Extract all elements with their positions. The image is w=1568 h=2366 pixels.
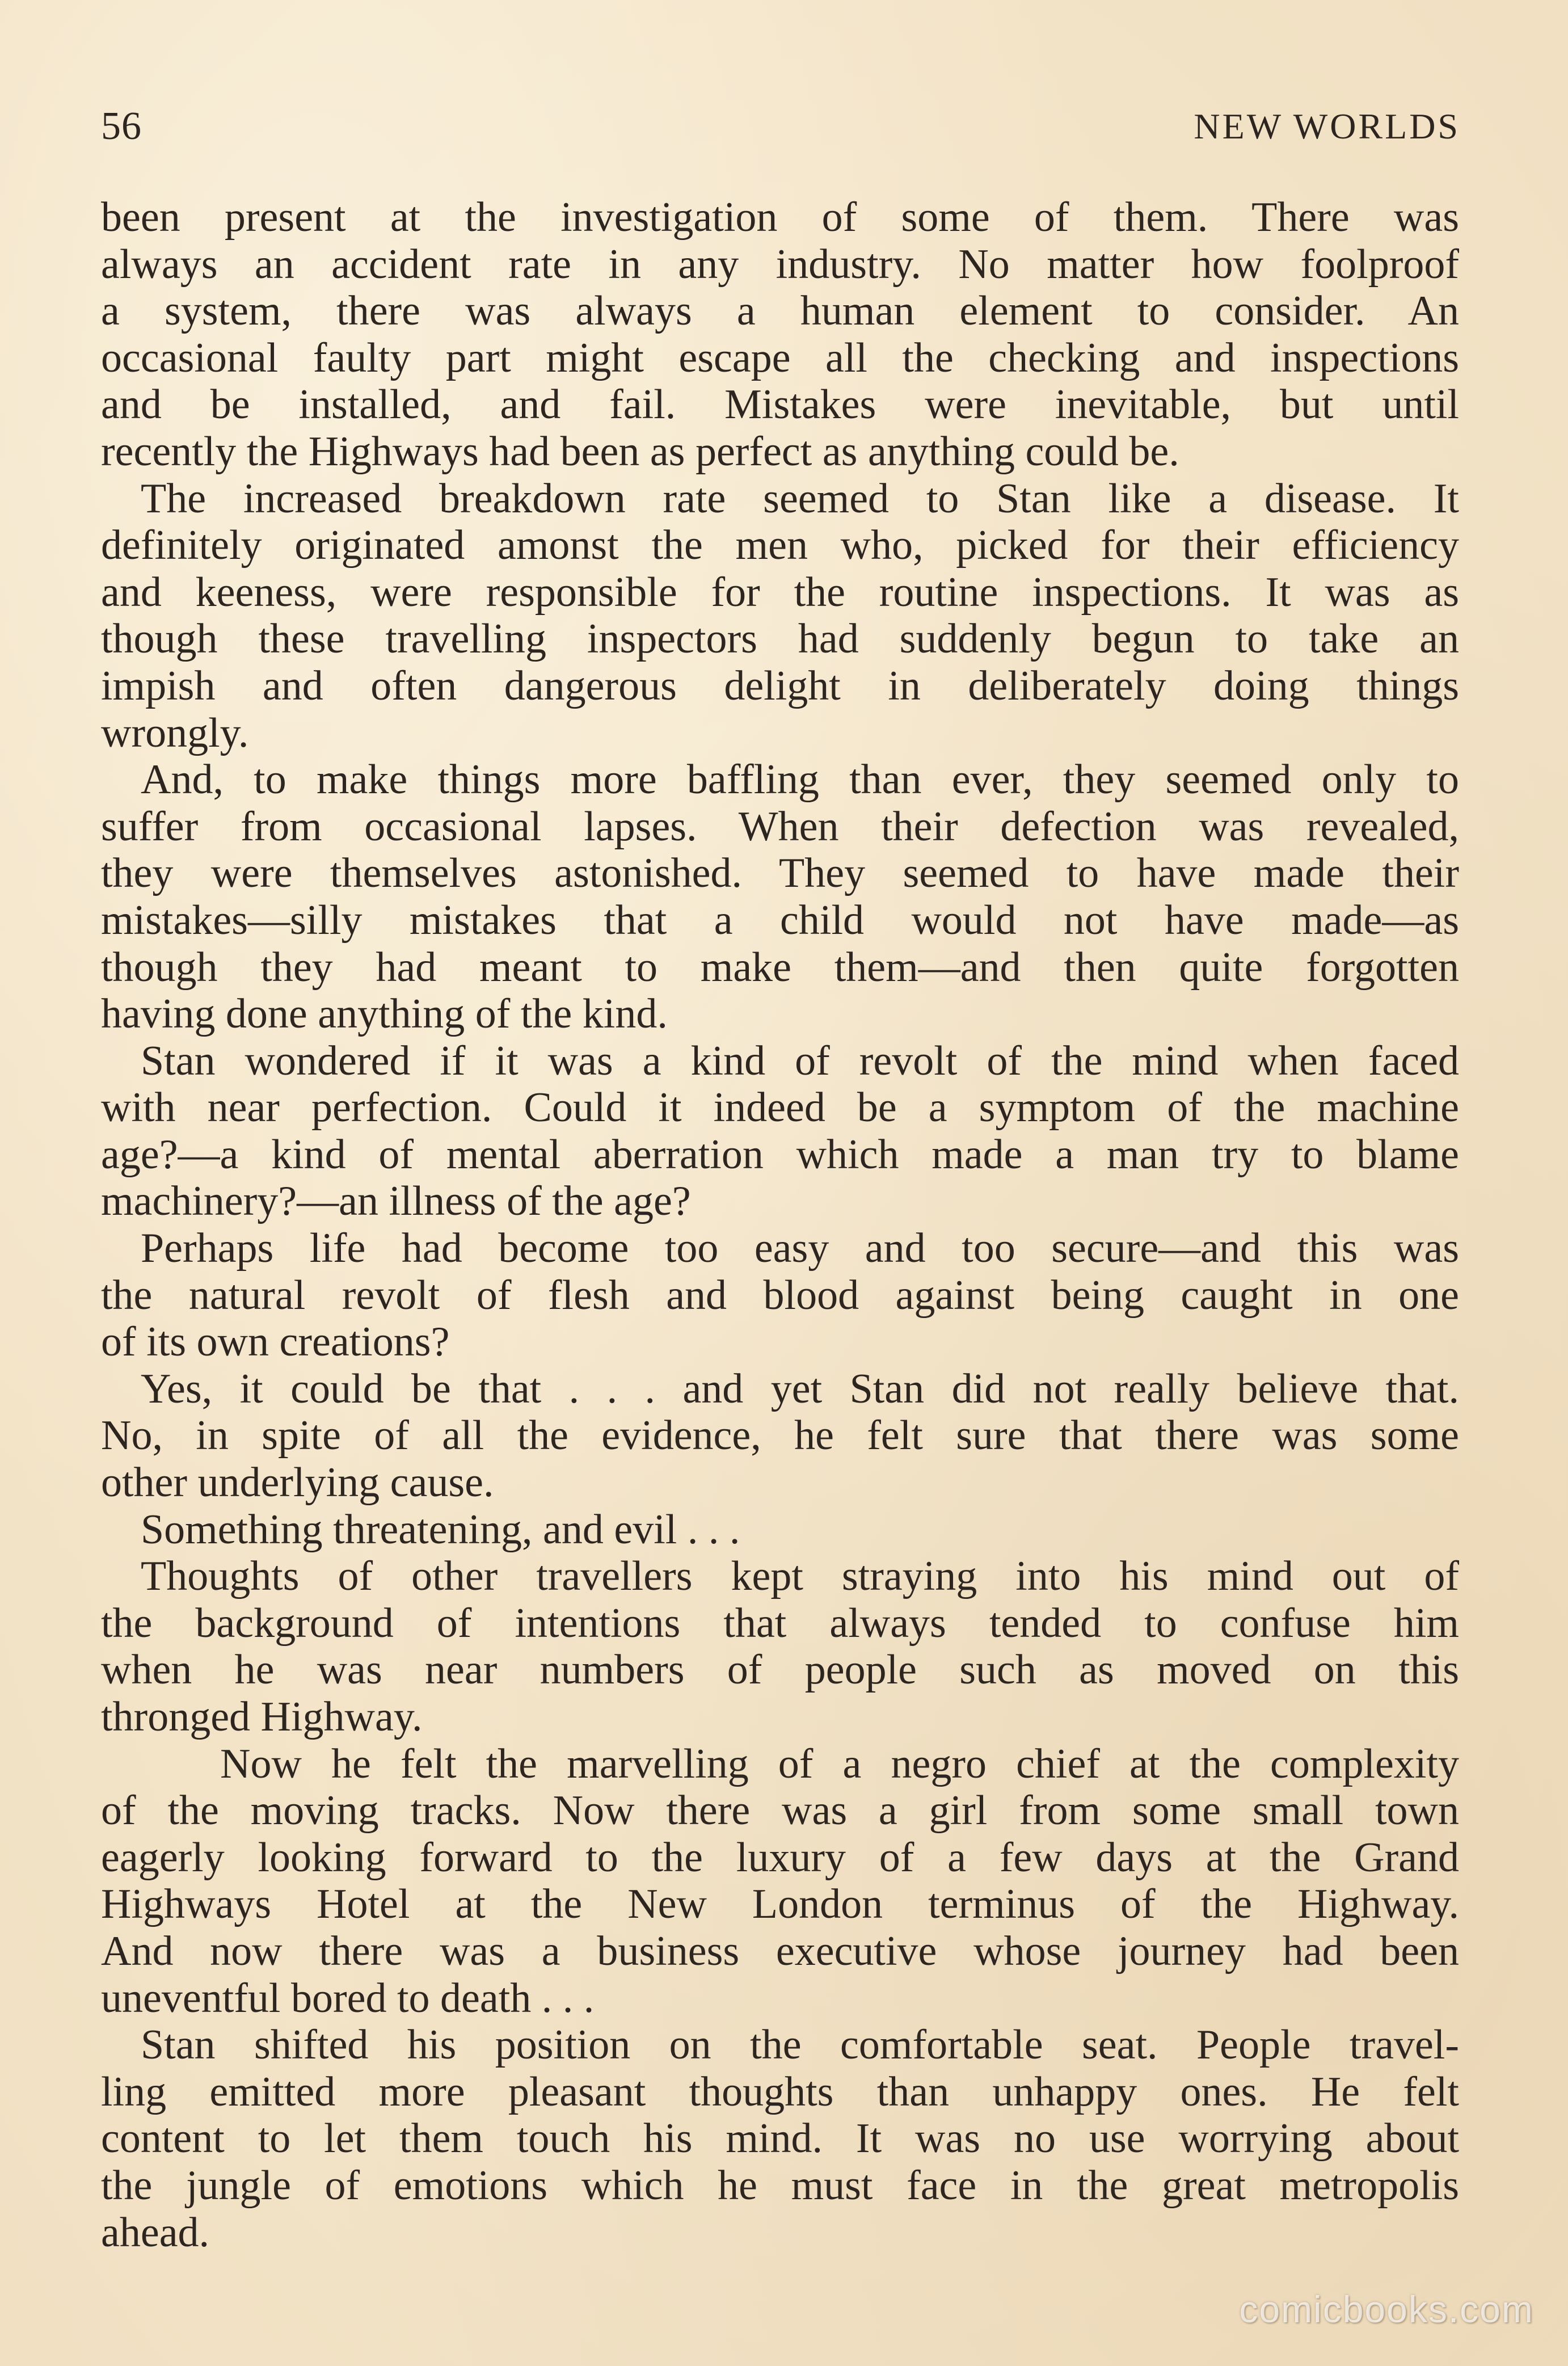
text-line: ling emitted more pleasant thoughts than unhappy ones. He felt (101, 2068, 1459, 2115)
text-line: And now there was a business executive whose journey had been (101, 1927, 1459, 1975)
text-line: Perhaps life had become too easy and too secure—and this was (141, 1225, 1459, 1272)
text-line: No, in spite of all the evidence, he felt sure that there was some (101, 1412, 1459, 1459)
text-line: they were themselves astonished. They seemed to have made their (101, 850, 1459, 897)
text-line: always an accident rate in any industry. No matter how foolproof (101, 241, 1459, 288)
text-line: with near perfection. Could it indeed be a symptom of the machine (101, 1084, 1459, 1131)
text-line: Something threatening, and evil . . . (141, 1506, 740, 1553)
text-line: the natural revolt of flesh and blood against being caught in one (101, 1272, 1459, 1319)
text-line: been present at the investigation of some of them. There was (101, 194, 1459, 241)
text-line: and keeness, were responsible for the routine inspections. It was as (101, 569, 1459, 616)
text-line: mistakes—silly mistakes that a child would not have made—as (101, 896, 1459, 944)
text-line: eagerly looking forward to the luxury of a few days at the Grand (101, 1834, 1459, 1881)
body-text (101, 194, 1459, 2256)
text-line: having done anything of the kind. (101, 991, 668, 1038)
text-line: wrongly. (101, 709, 249, 756)
text-line: impish and often dangerous delight in deliberately doing things (101, 662, 1459, 709)
text-line: and be installed, and fail. Mistakes were inevitable, but until (101, 381, 1459, 428)
text-line: of the moving tracks. Now there was a girl from some small town (101, 1787, 1459, 1834)
text-line: suffer from occasional lapses. When their defection was revealed, (101, 803, 1459, 850)
text-line: And, to make things more baffling than ever, they seemed only to (141, 756, 1459, 803)
text-line: The increased breakdown rate seemed to Stan like a disease. It (141, 475, 1459, 522)
text-line: Thoughts of other travellers kept straying into his mind out of (141, 1553, 1459, 1600)
text-line: uneventful bored to death . . . (101, 1975, 595, 2022)
page-number: 56 (101, 104, 142, 148)
text-line: Stan wondered if it was a kind of revolt of the mind when faced (141, 1037, 1459, 1084)
text-line: the background of intentions that always tended to confuse him (101, 1599, 1459, 1647)
text-line: occasional faulty part might escape all the checking and inspections (101, 334, 1459, 381)
text-line: thronged Highway. (101, 1694, 423, 1740)
text-line: Stan shifted his position on the comfortable seat. People travel- (141, 2022, 1459, 2069)
text-line: though they had meant to make them—and then quite forgotten (101, 944, 1459, 991)
text-line: when he was near numbers of people such as moved on this (101, 1647, 1459, 1694)
running-head: NEW WORLDS (1194, 106, 1460, 146)
text-line: recently the Highways had been as perfect as anything could be. (101, 428, 1179, 475)
watermark: comicbooks.com (1239, 2288, 1534, 2330)
text-line: other underlying cause. (101, 1459, 494, 1506)
text-line: definitely originated amonst the men who, picked for their efficiency (101, 522, 1459, 569)
text-line: though these travelling inspectors had suddenly begun to take an (101, 616, 1459, 663)
text-line: machinery?—an illness of the age? (101, 1178, 691, 1225)
text-line: a system, there was always a human element to consider. An (101, 288, 1459, 335)
text-line: the jungle of emotions which he must face in the great metropolis (101, 2162, 1459, 2209)
text-line: ahead. (101, 2209, 210, 2256)
text-line: Yes, it could be that . . . and yet Stan did not really believe that. (141, 1365, 1459, 1412)
text-line: Now he felt the marvelling of a negro chief at the complexity (220, 1740, 1459, 1787)
text-line: age?—a kind of mental aberration which made a man try to blame (101, 1131, 1459, 1178)
text-line: content to let them touch his mind. It was no use worrying about (101, 2115, 1459, 2162)
text-line: of its own creations? (101, 1319, 450, 1366)
text-line: Highways Hotel at the New London terminus of the Highway. (101, 1881, 1459, 1928)
